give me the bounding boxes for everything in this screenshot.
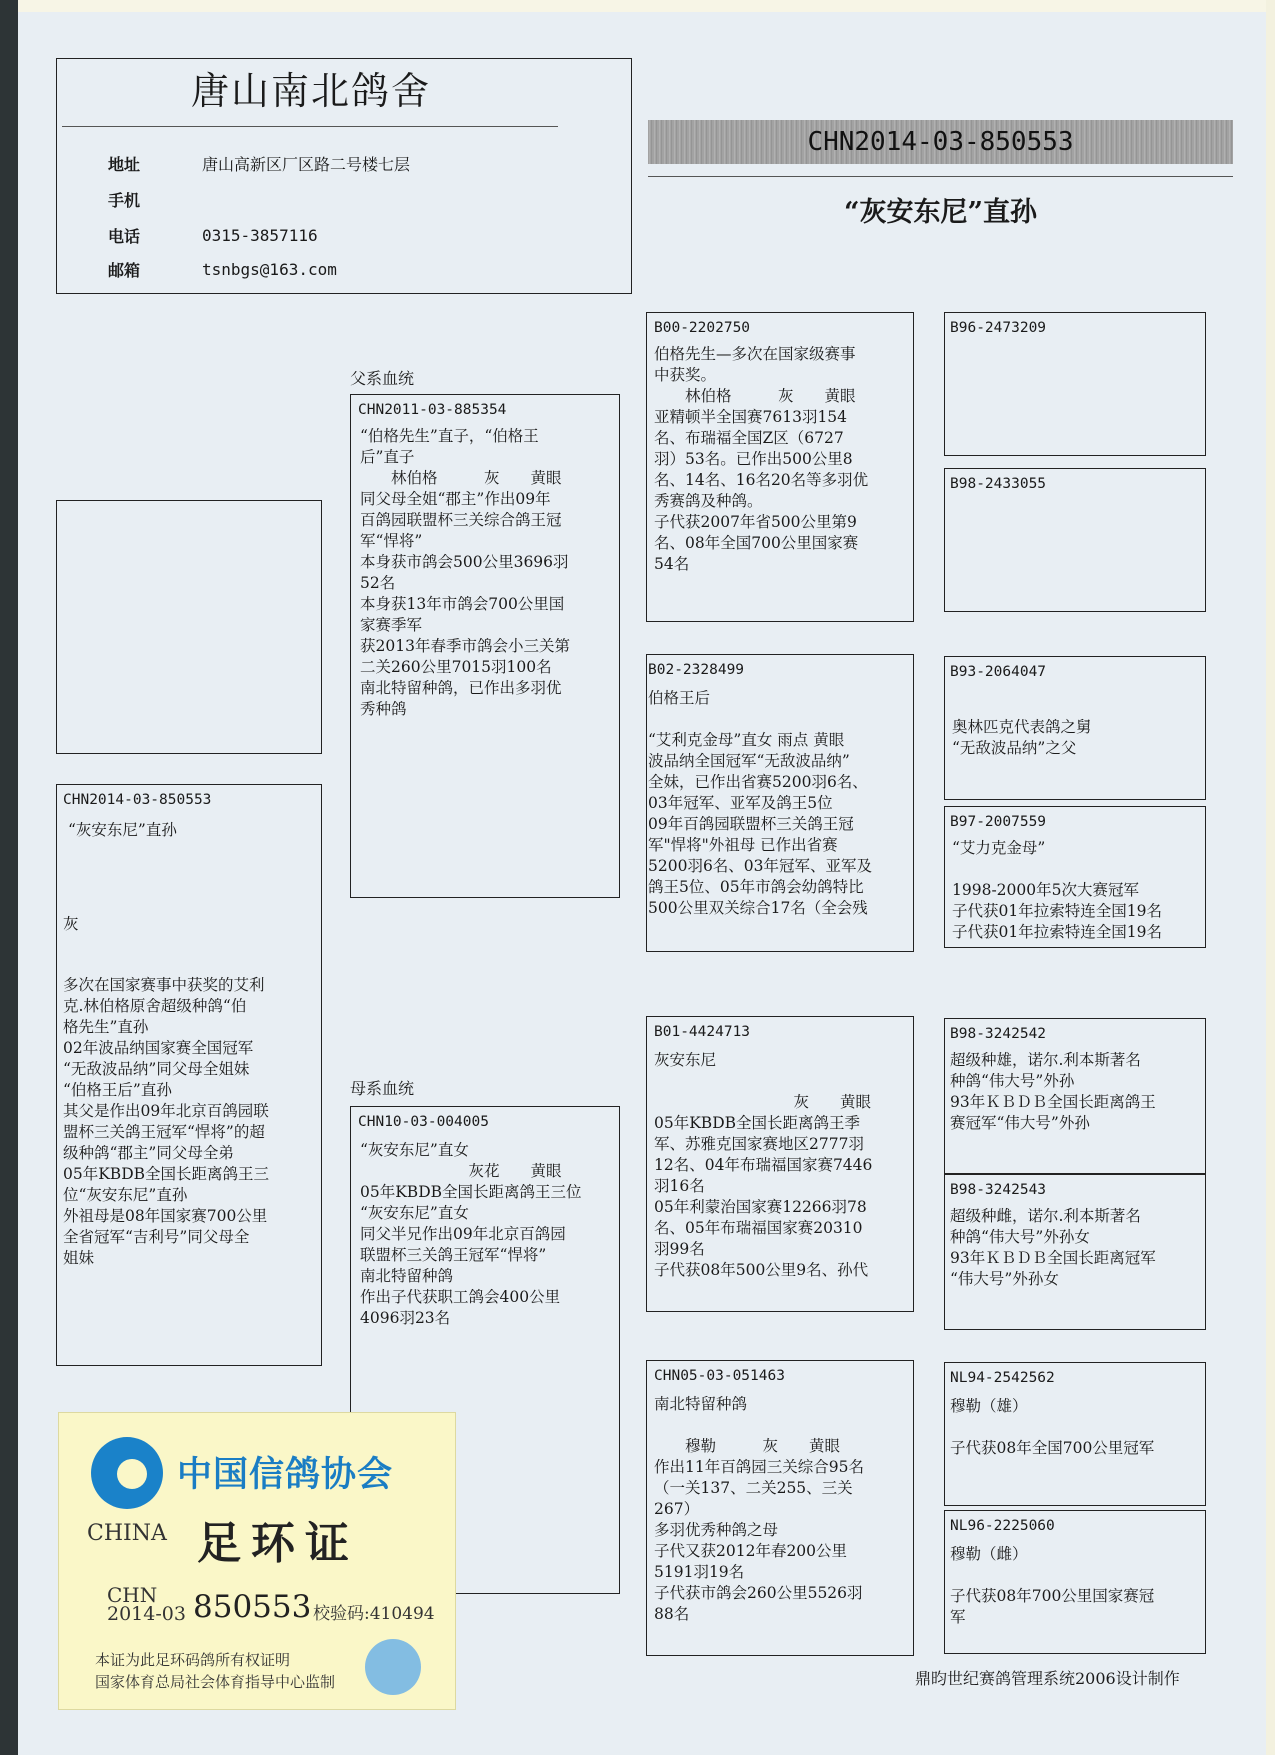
- page-edge-top: [0, 0, 1275, 12]
- phone-value: 0315-3857116: [202, 226, 318, 245]
- address-value: 唐山高新区厂区路二号楼七层: [202, 155, 411, 174]
- great-grandparent-text-4: “艾力克金母” 1998-2000年5次大赛冠军 子代获01年拉索特连全国19名 子代获01年拉索特连全国19名: [952, 839, 1162, 941]
- grandsire-maternal-text: 灰安东尼 灰 黄眼 05年KBDB全国长距离鸽王季 军、苏雅克国家赛地区2777羽 12名、04年布瑞福国家赛7446 羽16名 05年利蒙治国家赛12266羽78 名、05年布瑞福国家赛20310 羽99名 子代获08年500公里9名、孙代: [654, 1051, 873, 1279]
- certificate-number: 850553: [193, 1589, 312, 1625]
- loft-name: 唐山南北鸽舍: [190, 69, 431, 113]
- father-line-label: 父系血统: [350, 369, 415, 388]
- granddam-maternal-text: 南北特留种鸽 穆勒 灰 黄眼 作出11年百鸽园三关综合95名 （一关137、二关255、三关 267） 多羽优秀种鸽之母 子代又获2012年春200公里 5191羽19名 子代获市鸽会260公里5526羽 88名: [654, 1395, 864, 1623]
- grandsire-paternal-ring: B00-2202750: [654, 320, 751, 336]
- great-grandparent-ring-4: B97-2007559: [950, 814, 1047, 830]
- photo-placeholder: [56, 500, 322, 754]
- great-grandparent-ring-1: B96-2473209: [950, 320, 1047, 336]
- great-grandparent-ring-8: NL96-2225060: [950, 1518, 1055, 1534]
- grandsire-maternal-ring: B01-4424713: [654, 1024, 751, 1040]
- great-grandparent-ring-5: B98-3242542: [950, 1026, 1047, 1042]
- mother-line-label: 母系血统: [350, 1079, 415, 1098]
- great-grandparent-text-8: 穆勒（雌） 子代获08年700公里国家赛冠 军: [950, 1545, 1155, 1626]
- great-grandparent-ring-6: B98-3242543: [950, 1182, 1047, 1198]
- certificate-title: 足环证: [197, 1518, 359, 1569]
- sire-ring: CHN2011-03-885354: [358, 402, 507, 418]
- email-label: 邮箱: [108, 261, 141, 280]
- grandsire-paternal-text: 伯格先生—多次在国家级赛事 中获奖。 林伯格 灰 黄眼 亚精顿半全国赛7613羽154 名、布瑞福全国Z区（6727 羽）53名。已作出500公里8 名、14名、16名20名等多羽优 秀赛鸽及种鸽。 子代获2007年省500公里第9 名、08年全国700公里国家赛 54名: [654, 345, 869, 573]
- pigeon-logo-icon: [91, 1437, 163, 1509]
- certificate-ownership-note: 本证为此足环码鸽所有权证明: [95, 1651, 291, 1669]
- page-edge-right: [1266, 0, 1275, 1755]
- pedigree-subtitle: “灰安东尼”直孙: [843, 197, 1038, 228]
- great-grandparent-ring-3: B93-2064047: [950, 664, 1047, 680]
- granddam-maternal-ring: CHN05-03-051463: [654, 1368, 785, 1384]
- great-grandparent-text-6: 超级种雌，诺尔.利本斯著名 种鸽“伟大号”外孙女 93年ＫＢＤＢ全国长距离冠军 “伟大号”外孙女: [950, 1207, 1156, 1288]
- certificate-country: CHINA: [87, 1521, 167, 1546]
- great-grandparent-text-7: 穆勒（雄） 子代获08年全国700公里冠军: [950, 1397, 1155, 1457]
- address-label: 地址: [108, 155, 141, 174]
- mobile-label: 手机: [108, 191, 141, 210]
- dam-text: “灰安东尼”直女 灰花 黄眼 05年KBDB全国长距离鸽王三位 “灰安东尼”直女 同父半兄作出09年北京百鸽园 联盟杯三关鸽王冠军“悍将” 南北特留种鸽 作出子代获职工鸽会400公里 4096羽23名: [360, 1141, 582, 1327]
- banner-divider: [648, 176, 1233, 177]
- ring-certificate: [58, 1412, 456, 1710]
- certificate-org: 中国信鸽协会: [177, 1455, 394, 1495]
- great-grandparent-ring-7: NL94-2542562: [950, 1370, 1055, 1386]
- certificate-check-code: 校验码:410494: [313, 1604, 435, 1624]
- certificate-date: 2014-03: [107, 1603, 186, 1625]
- subject-color: 灰: [63, 915, 79, 933]
- subject-ring: CHN2014-03-850553: [63, 792, 212, 808]
- email-value: tsnbgs@163.com: [202, 260, 337, 279]
- certificate-chn: CHN: [107, 1583, 158, 1607]
- great-grandparent-text-5: 超级种雄，诺尔.利本斯著名 种鸽“伟大号”外孙 93年ＫＢＤＢ全国长距离鸽王 赛冠军“伟大号”外孙: [950, 1051, 1156, 1132]
- great-grandparent-text-3: 奥林匹克代表鸽之舅 “无敌波品纳”之父: [952, 718, 1092, 757]
- footer-credit: 鼎昀世纪赛鸽管理系统2006设计制作: [915, 1669, 1180, 1688]
- ring-number-banner: CHN2014-03-850553: [648, 120, 1233, 164]
- dam-ring: CHN10-03-004005: [358, 1114, 489, 1130]
- granddam-paternal-text: 伯格王后 “艾利克金母”直女 雨点 黄眼 波品纳全国冠军“无敌波品纳” 全妹，已作出省赛5200羽6名、 03年冠军、亚军及鸽王5位 09年百鸽园联盟杯三关鸽王冠 军"悍将"外祖母 已作出省赛 5200羽6名、03年冠军、亚军及 鸽王5位、05年市鸽会幼鸽特比 500公里双关综合17名（全会残: [648, 689, 873, 917]
- certificate-issuer: 国家体育总局社会体育指导中心监制: [95, 1673, 336, 1691]
- subject-notes: 多次在国家赛事中获奖的艾利 克.林伯格原舍超级种鸽“伯 格先生”直孙 02年波品纳国家赛全国冠军 “无敌波品纳”同父母全姐妹 “伯格王后”直孙 其父是作出09年北京百鸽园联 盟杯三关鸽王冠军“悍将”的超 级种鸽“郡主”同父母全弟 05年KBDB全国长距离鸽王三 位“灰安东尼”直孙 外祖母是08年国家赛700公里 全省冠军“吉利号”同父母全 姐妹: [63, 976, 270, 1267]
- seal-icon: [365, 1639, 421, 1695]
- phone-label: 电话: [108, 227, 141, 246]
- subject-name: “灰安东尼”直孙: [68, 821, 177, 839]
- granddam-paternal-ring: B02-2328499: [648, 662, 745, 678]
- great-grandparent-ring-2: B98-2433055: [950, 476, 1047, 492]
- header-divider: [62, 126, 558, 127]
- sire-text: “伯格先生”直子，“伯格王 后”直子 林伯格 灰 黄眼 同父母全姐“郡主”作出09年 百鸽园联盟杯三关综合鸽王冠 军“悍将” 本身获市鸽会500公里3696羽 52名 本身获13年市鸽会700公里国 家赛季军 获2013年春季市鸽会小三关第 二关260公里7015羽100名 南北特留种鸽，已作出多羽优 秀种鸽: [360, 427, 570, 718]
- page-edge-left: [0, 0, 18, 1755]
